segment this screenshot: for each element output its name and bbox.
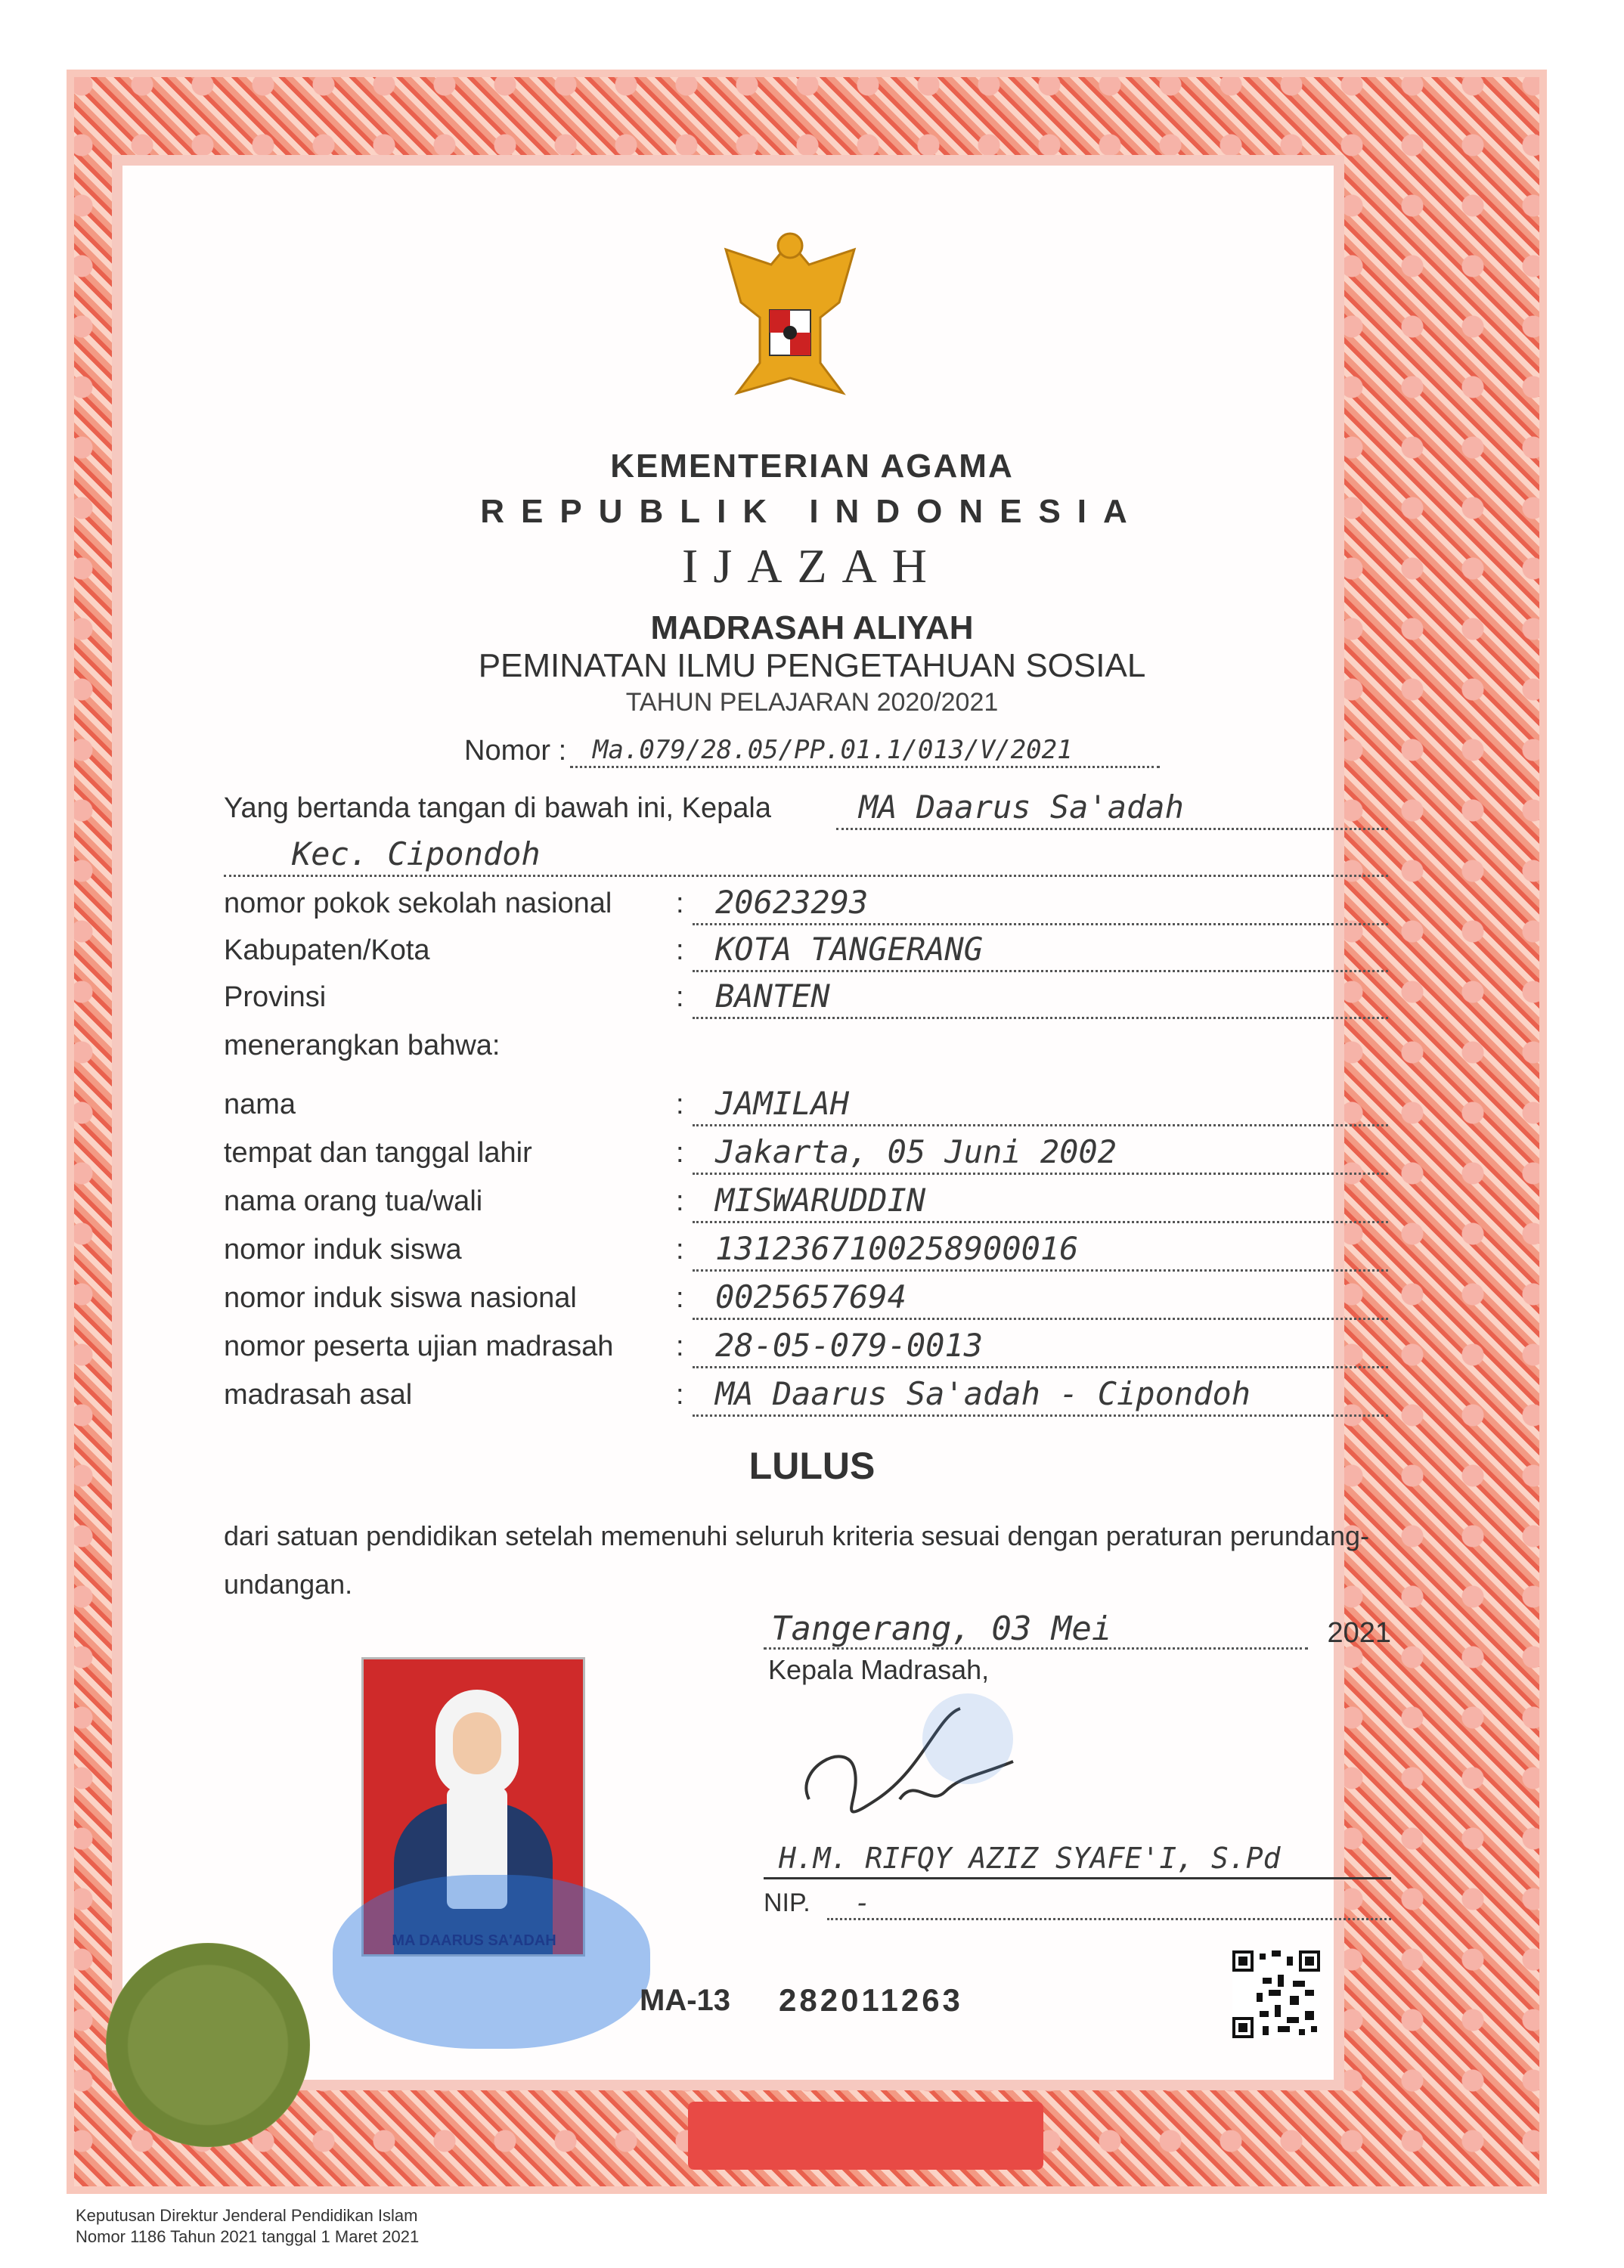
ministry-name: KEMENTERIAN AGAMA <box>610 448 1014 485</box>
signature-year: 2021 <box>1327 1617 1391 1649</box>
result-text: LULUS <box>748 1445 876 1487</box>
intro-row <box>224 789 1388 835</box>
explains-row <box>224 1030 1388 1072</box>
field-value: MISWARUDDIN <box>715 1182 926 1219</box>
signatory-name: H.M. RIFQY AZIZ SYAFE'I, S.Pd <box>779 1842 1281 1875</box>
intro-school-name: MA Daarus Sa'adah <box>859 789 1184 826</box>
field-label: Kabupaten/Kota <box>224 934 430 966</box>
field-label: nomor induk siswa nasional <box>224 1282 577 1314</box>
field-nomor-peserta: nomor peserta ujian madrasah : 28-05-079-0013 <box>224 1331 1388 1373</box>
field-provinsi: Provinsi : BANTEN <box>224 981 1388 1024</box>
field-nama: nama : JAMILAH <box>224 1089 1388 1131</box>
intro-school-district: Kec. Cipondoh <box>292 835 541 872</box>
field-value: MA Daarus Sa'adah - Cipondoh <box>715 1375 1251 1412</box>
signatory-name-row <box>764 1837 1391 1882</box>
field-label: tempat dan tanggal lahir <box>224 1137 532 1169</box>
intro-row-cont <box>224 835 1388 881</box>
footer-line-2: Nomor 1186 Tahun 2021 tanggal 1 Maret 2021 <box>76 2227 420 2246</box>
photo-stamp-text: MA DAARUS SA'ADAH <box>392 1932 556 1949</box>
field-value: JAMILAH <box>715 1085 850 1122</box>
field-value: KOTA TANGERANG <box>715 931 984 968</box>
field-value: 28-05-079-0013 <box>715 1327 984 1364</box>
garuda-emblem <box>696 219 885 408</box>
document-number <box>464 732 1160 774</box>
statement-text: dari satuan pendidikan setelah memenuhi seluruh kriteria sesuai dengan peraturan perundang-undangan. <box>224 1520 1369 1600</box>
field-orang-tua: nama orang tua/wali : MISWARUDDIN <box>224 1185 1388 1228</box>
academic-year: TAHUN PELAJARAN 2020/2021 <box>625 688 999 717</box>
place-date-row <box>764 1610 1391 1656</box>
serial-number: 282011263 <box>779 1982 963 2018</box>
field-nis: nomor induk siswa : 1312367100258900016 <box>224 1234 1388 1276</box>
field-label: nama <box>224 1089 296 1120</box>
field-label: Provinsi <box>224 981 327 1013</box>
field-madrasah-asal: madrasah asal : MA Daarus Sa'adah - Cipondoh <box>224 1379 1388 1421</box>
gold-seal <box>106 1943 310 2147</box>
nomor-value: Ma.079/28.05/PP.01.1/013/V/2021 <box>593 735 1073 765</box>
program-name: PEMINATAN ILMU PENGETAHUAN SOSIAL <box>478 647 1146 684</box>
field-label: nomor induk siswa <box>224 1234 462 1266</box>
footer-line-1: Keputusan Direktur Jenderal Pendidikan Islam <box>76 2206 418 2225</box>
intro-text: Yang bertanda tangan di bawah ini, Kepala <box>224 792 771 824</box>
field-value: BANTEN <box>715 978 830 1015</box>
explains-label: menerangkan bahwa: <box>224 1030 501 1061</box>
signatory-title: Kepala Madrasah, <box>768 1654 990 1685</box>
blue-stamp <box>333 1875 650 2049</box>
field-ttl: tempat dan tanggal lahir : Jakarta, 05 Juni 2002 <box>224 1137 1388 1179</box>
field-value: Jakarta, 05 Juni 2002 <box>715 1133 1117 1170</box>
document-title: IJAZAH <box>682 539 942 593</box>
field-value: 0025657694 <box>715 1278 907 1315</box>
nip-value: - <box>854 1888 871 1919</box>
field-value: 20623293 <box>715 884 869 921</box>
field-label: nomor pokok sekolah nasional <box>224 888 612 919</box>
serial-prefix: MA-13 <box>640 1984 731 2017</box>
field-label: nama orang tua/wali <box>224 1185 483 1217</box>
field-npsn: nomor pokok sekolah nasional : 20623293 <box>224 888 1388 930</box>
signature-scribble <box>786 1686 1036 1837</box>
security-band <box>688 2102 1043 2170</box>
country-name: REPUBLIK INDONESIA <box>480 493 1144 530</box>
nip-row <box>764 1885 1391 1925</box>
nomor-label: Nomor : <box>464 735 567 767</box>
place-date: Tangerang, 03 Mei <box>771 1610 1112 1648</box>
qr-code <box>1232 1950 1320 2038</box>
nip-label: NIP. <box>764 1888 810 1917</box>
field-kabupaten: Kabupaten/Kota : KOTA TANGERANG <box>224 934 1388 977</box>
field-label: nomor peserta ujian madrasah <box>224 1331 614 1362</box>
field-nisn: nomor induk siswa nasional : 0025657694 <box>224 1282 1388 1325</box>
school-type: MADRASAH ALIYAH <box>650 609 974 646</box>
field-label: madrasah asal <box>224 1379 413 1411</box>
field-value: 1312367100258900016 <box>715 1230 1079 1267</box>
